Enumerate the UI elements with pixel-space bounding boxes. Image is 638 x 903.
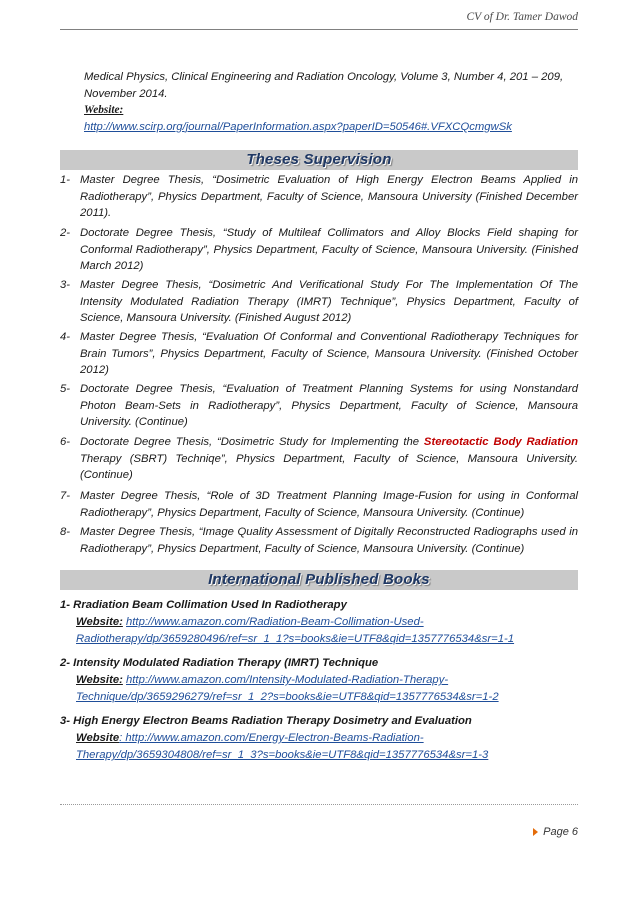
- thesis-item-7: [60, 488, 578, 521]
- thesis-item-6: [60, 434, 578, 484]
- intro-citation: [84, 69, 578, 135]
- thesis-highlight: Stereotactic Body Radiation: [423, 436, 578, 448]
- thesis-item-8: [60, 524, 578, 557]
- book-title: 3- High Energy Electron Beams Radiation Therapy Dosimetry and Evaluation: [60, 715, 472, 727]
- thesis-number: 1-: [60, 174, 71, 186]
- citation-line-2: November 2014.: [84, 87, 168, 100]
- book-link-continued[interactable]: Technique/dp/3659296279/ref=sr_1_2?s=books&ie=UTF8&qid=1357776534&sr=1-2: [76, 691, 499, 703]
- thesis-text: Doctorate Degree Thesis, “Evaluation of Treatment Planning Systems for using Nonstandard Photon Beam-Sets in Radiotherapy”, Physics Department, Faculty of Science, Mansoura University. (Continue): [80, 383, 578, 429]
- thesis-text: [80, 434, 578, 484]
- website-label: Website:: [76, 674, 123, 686]
- book-item-2: [60, 655, 578, 706]
- book-website: [76, 672, 578, 689]
- thesis-number: 3-: [60, 279, 71, 291]
- page-number: Page 6: [543, 826, 578, 838]
- thesis-text: Master Degree Thesis, “Dosimetric Evaluation of High Energy Electron Beams Applied in Radiotherapy”, Physics Department, Faculty of Science, Mansoura University (Finished December 2011).: [80, 174, 578, 220]
- thesis-number: 2-: [60, 227, 71, 239]
- book-website: [76, 730, 578, 747]
- book-link-continued[interactable]: Radiotherapy/dp/3659280496/ref=sr_1_1?s=books&ie=UTF8&qid=1357776534&sr=1-1: [76, 633, 515, 645]
- website-label: Website:: [76, 616, 123, 628]
- page-footer: [533, 826, 578, 838]
- thesis-item-4: [60, 329, 578, 379]
- book-website: [76, 614, 578, 631]
- thesis-number: 7-: [60, 490, 71, 502]
- thesis-item-2: [60, 225, 578, 275]
- thesis-text: Master Degree Thesis, “Dosimetric And Verificational Study For The Implementation Of The Intensity Modulated Radiation Therapy (IMRT) Technique”, Physics Department, Faculty of Science, Mansoura University. (Finished August 2012): [80, 279, 578, 325]
- thesis-item-3: [60, 277, 578, 327]
- footer-rule: [60, 804, 578, 805]
- theses-heading-band: [60, 150, 578, 170]
- book-link[interactable]: http://www.amazon.com/Radiation-Beam-Collimation-Used-: [126, 616, 424, 628]
- book-link[interactable]: : http://www.amazon.com/Energy-Electron-Beams-Radiation-: [119, 732, 424, 744]
- thesis-text: Doctorate Degree Thesis, “Study of Multileaf Collimators and Alloy Blocks Field shaping for Conformal Radiotherapy”, Physics Department, Faculty of Science, Mansoura University. (Finished March 2012): [80, 227, 578, 273]
- thesis-text-end: Therapy (SBRT) Techniqe”, Physics Department, Faculty of Science, Mansoura University. (Continue): [80, 452, 578, 482]
- header-rule: [60, 29, 578, 30]
- website-label: Website: [76, 732, 120, 744]
- arrow-right-icon: [533, 828, 538, 836]
- thesis-text: Master Degree Thesis, “Evaluation Of Conformal and Conventional Radiotherapy Techniques for Brain Tumors”, Physics Department, Faculty of Science, Mansoura University. (Finished October 2012): [80, 331, 578, 377]
- books-heading: International Published Books: [208, 571, 430, 588]
- thesis-number: 6-: [60, 436, 71, 448]
- books-heading-band: [60, 570, 578, 590]
- thesis-item-5: [60, 381, 578, 431]
- thesis-number: 5-: [60, 383, 71, 395]
- thesis-item-1: [60, 172, 578, 222]
- thesis-text-start: Doctorate Degree Thesis, “Dosimetric Study for Implementing the: [80, 436, 424, 448]
- thesis-text: Master Degree Thesis, “Role of 3D Treatment Planning Image-Fusion for using in Conformal Radiotherapy”, Physics Department, Faculty of Science, Mansoura University. (Continue): [80, 490, 578, 519]
- paper-link[interactable]: http://www.scirp.org/journal/PaperInformation.aspx?paperID=50546#.VFXCQcmgwSk: [84, 120, 512, 133]
- book-link[interactable]: http://www.amazon.com/Intensity-Modulated-Radiation-Therapy-: [126, 674, 449, 686]
- theses-heading: Theses Supervision: [246, 151, 392, 168]
- thesis-text: Master Degree Thesis, “Image Quality Assessment of Digitally Reconstructed Radiographs used in Radiotherapy”, Physics Department, Faculty of Science, Mansoura University. (Continue): [80, 526, 578, 555]
- thesis-number: 4-: [60, 331, 71, 343]
- book-item-1: [60, 597, 578, 648]
- running-header: CV of Dr. Tamer Dawod: [466, 11, 578, 23]
- website-label: Website:: [84, 104, 124, 117]
- citation-line-1: Medical Physics, Clinical Engineering and Radiation Oncology, Volume 3, Number 4, 201 – 209,: [84, 71, 564, 83]
- book-title: 2- Intensity Modulated Radiation Therapy (IMRT) Technique: [60, 657, 379, 669]
- book-title: 1- Rradiation Beam Collimation Used In Radiotherapy: [60, 599, 347, 611]
- book-item-3: [60, 713, 578, 764]
- book-link-continued[interactable]: Therapy/dp/3659304808/ref=sr_1_3?s=books&ie=UTF8&qid=1357776534&sr=1-3: [76, 749, 489, 761]
- thesis-number: 8-: [60, 526, 71, 538]
